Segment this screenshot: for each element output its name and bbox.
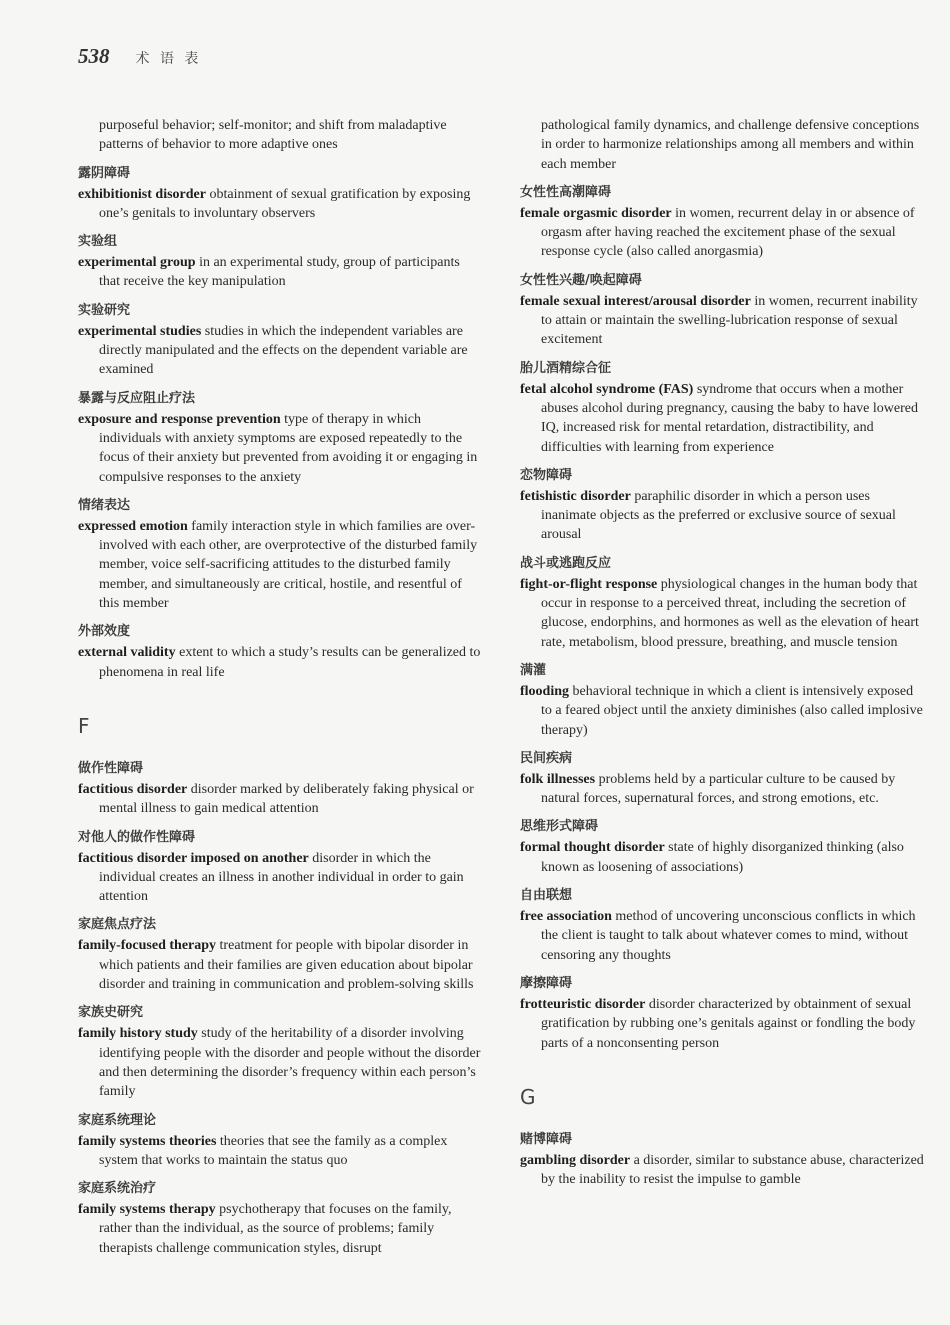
entry-english-term: factitious disorder imposed on another	[78, 850, 309, 866]
glossary-entry	[520, 750, 926, 809]
entry-definition-line	[520, 487, 926, 545]
entry-definition-line	[78, 780, 482, 819]
right-column	[520, 116, 926, 1199]
entry-chinese-term: 家族史研究	[78, 1005, 144, 1021]
continuation-text: pathological family dynamics, and challenge defensive conceptions in order to harmonize relationships among all members and within each member	[541, 118, 920, 172]
entry-definition-line	[78, 849, 482, 907]
entry-chinese-term: 女性性高潮障碍	[520, 184, 612, 200]
entry-definition: type of therapy in which individuals with anxiety symptoms are exposed repeatedly to the focus of their anxiety but prevented from avoiding it or engaging in compulsive responses to the anxiety	[99, 411, 478, 485]
running-title: 术 语 表	[135, 51, 202, 67]
entry-definition: paraphilic disorder in which a person uses inanimate objects as the preferred or exclusive source of sexual arousal	[541, 488, 896, 543]
glossary-entry	[520, 975, 926, 1053]
entry-list-f-cont	[520, 184, 926, 1053]
glossary-entry	[520, 467, 926, 545]
entry-definition-line	[78, 1024, 482, 1101]
entry-english-term: expressed emotion	[78, 518, 188, 534]
entry-definition-line	[520, 682, 926, 740]
entry-definition: studies in which the independent variables are directly manipulated and the effects on the dependent variable are examined	[99, 323, 468, 378]
entry-definition: a disorder, similar to substance abuse, characterized by the inability to resist the impulse to gamble	[541, 1152, 924, 1188]
entry-definition: extent to which a study’s results can be generalized to phenomena in real life	[99, 645, 481, 680]
page-header	[78, 44, 201, 74]
entry-chinese-term: 女性性兴趣/唤起障碍	[520, 272, 642, 288]
entry-definition: method of uncovering unconscious conflicts in which the client is taught to talk about whatever comes to mind, without censoring any thoughts	[541, 909, 916, 963]
entry-definition-line	[78, 1132, 482, 1171]
entry-english-term: exposure and response prevention	[78, 411, 281, 427]
glossary-entry	[520, 887, 926, 965]
entry-english-term: female sexual interest/arousal disorder	[520, 293, 751, 309]
entry-english-term: family systems therapy	[78, 1202, 216, 1218]
entry-definition-line	[78, 253, 482, 292]
entry-chinese-term: 战斗或逃跑反应	[520, 555, 612, 571]
entry-definition-line	[78, 410, 482, 487]
glossary-entry	[520, 184, 926, 262]
entry-chinese-term: 家庭系统治疗	[78, 1181, 157, 1197]
entry-definition: in women, recurrent delay in or absence of orgasm after having reached the excitement phase of the sexual response cycle (also called anorgasmia)	[541, 205, 915, 260]
entry-english-term: factitious disorder	[78, 781, 188, 797]
entry-english-term: frotteuristic disorder	[520, 996, 646, 1012]
entry-english-term: fight-or-flight response	[520, 576, 658, 592]
glossary-entry	[520, 272, 926, 350]
entry-chinese-term: 家庭系统理论	[78, 1112, 157, 1128]
glossary-entry	[78, 760, 482, 819]
glossary-entry	[78, 302, 482, 380]
entry-definition: in an experimental study, group of participants that receive the key manipulation	[99, 255, 460, 290]
entry-definition-line	[520, 995, 926, 1053]
section-letter-f: F	[78, 713, 90, 738]
glossary-entry	[78, 916, 482, 994]
glossary-entry	[520, 555, 926, 652]
entry-english-term: experimental group	[78, 255, 196, 271]
entry-definition: obtainment of sexual gratification by exposing one’s genitals to involuntary observers	[99, 186, 471, 221]
glossary-entry	[520, 818, 926, 877]
entry-chinese-term: 胎儿酒精综合征	[520, 360, 612, 376]
entry-definition: behavioral technique in which a client is intensively exposed to a feared object until the anxiety diminishes (also called implosive therapy)	[541, 683, 923, 738]
entry-chinese-term: 赌博障碍	[520, 1131, 573, 1147]
entry-definition: family interaction style in which families are over-involved with each other, are overprotective of the disturbed family member, voice self-sacrificing attitudes to the disturbed family member, and simultaneously are critical, hostile, and resentful of this member	[99, 518, 478, 612]
left-column	[78, 116, 482, 1268]
entry-definition: syndrome that occurs when a mother abuses alcohol during pregnancy, causing the baby to have lowered IQ, increased risk for mental retardation, distractibility, and difficulties with learning from experience	[541, 381, 918, 455]
entry-chinese-term: 自由联想	[520, 888, 573, 904]
glossary-entry	[78, 1180, 482, 1258]
entry-definition-line	[520, 770, 926, 809]
entry-list-f	[78, 760, 482, 1258]
entry-definition: disorder marked by deliberately faking physical or mental illness to gain medical attention	[99, 781, 474, 817]
entry-definition: treatment for people with bipolar disorder in which patients and their families are given education about bipolar disorder and training in communication and problem-solving skills	[99, 938, 474, 993]
entry-definition-line	[520, 204, 926, 262]
entry-english-term: gambling disorder	[520, 1152, 631, 1168]
entry-definition: problems held by a particular culture to be caused by natural forces, supernatural forces, and strong emotions, etc.	[541, 771, 896, 807]
entry-definition-line	[520, 292, 926, 350]
entry-english-term: family systems theories	[78, 1133, 217, 1149]
glossary-entry	[78, 623, 482, 682]
entry-english-term: female orgasmic disorder	[520, 205, 672, 221]
entry-chinese-term: 满灌	[520, 662, 547, 678]
entry-definition-line	[78, 936, 482, 994]
continuation-text: purposeful behavior; self-monitor; and shift from maladaptive patterns of behavior to more adaptive ones	[99, 118, 447, 153]
glossary-entry	[78, 829, 482, 907]
entry-definition-line	[78, 185, 482, 224]
entry-definition: physiological changes in the human body that occur in response to a perceived threat, including the secretion of glucose, endorphins, and hormones as well as the elevation of heart rate, metabolism, blood pressure, breathing, and muscle tension	[541, 576, 919, 650]
entry-definition-line	[520, 907, 926, 965]
entry-definition-line	[78, 517, 482, 613]
entry-english-term: fetal alcohol syndrome (FAS)	[520, 381, 694, 397]
page-number: 538	[78, 44, 110, 68]
entry-definition: state of highly disorganized thinking (also known as loosening of associations)	[541, 840, 904, 875]
glossary-entry	[78, 1112, 482, 1171]
entry-definition-line	[520, 838, 926, 877]
entry-list-g	[520, 1131, 926, 1190]
entry-list-e	[78, 165, 482, 682]
entry-chinese-term: 做作性障碍	[78, 760, 144, 776]
glossary-entry	[78, 233, 482, 292]
entry-chinese-term: 思维形式障碍	[520, 819, 599, 835]
glossary-entry	[520, 662, 926, 740]
entry-definition-line	[520, 380, 926, 457]
entry-english-term: free association	[520, 909, 612, 925]
entry-definition-line	[520, 1151, 926, 1190]
glossary-entry	[520, 1131, 926, 1190]
entry-chinese-term: 恋物障碍	[520, 467, 573, 483]
entry-definition-line	[520, 575, 926, 652]
entry-english-term: experimental studies	[78, 323, 202, 339]
entry-english-term: flooding	[520, 683, 570, 699]
entry-chinese-term: 实验研究	[78, 302, 131, 318]
glossary-entry	[78, 165, 482, 224]
entry-chinese-term: 民间疾病	[520, 750, 573, 766]
entry-definition-line	[78, 322, 482, 380]
entry-definition-line	[78, 643, 482, 682]
entry-chinese-term: 摩擦障碍	[520, 975, 573, 991]
entry-chinese-term: 实验组	[78, 234, 118, 250]
glossary-entry	[78, 1004, 482, 1101]
entry-english-term: family history study	[78, 1026, 198, 1042]
entry-definition-line	[78, 1200, 482, 1258]
entry-english-term: fetishistic disorder	[520, 488, 631, 504]
section-letter-g: G	[520, 1084, 536, 1109]
glossary-entry	[78, 390, 482, 487]
entry-definition: theories that see the family as a complex system that works to maintain the status quo	[99, 1133, 448, 1168]
entry-definition: study of the heritability of a disorder involving identifying people with the disorder and people without the disorder and then determining the disorder’s frequency within each person’s family	[99, 1026, 481, 1100]
entry-english-term: formal thought disorder	[520, 840, 665, 856]
entry-chinese-term: 外部效度	[78, 624, 131, 640]
entry-english-term: exhibitionist disorder	[78, 186, 206, 202]
entry-definition: disorder characterized by obtainment of sexual gratification by rubbing one’s genitals against or fondling the body parts of a nonconsenting person	[541, 996, 916, 1051]
entry-chinese-term: 情绪表达	[78, 497, 131, 513]
entry-chinese-term: 露阴障碍	[78, 165, 131, 181]
glossary-entry	[78, 497, 482, 613]
entry-chinese-term: 对他人的做作性障碍	[78, 829, 196, 845]
entry-definition: psychotherapy that focuses on the family, rather than the individual, as the source of problems; family therapists challenge communication styles, disrupt	[99, 1202, 452, 1256]
entry-english-term: external validity	[78, 645, 176, 661]
entry-chinese-term: 暴露与反应阻止疗法	[78, 390, 196, 406]
entry-chinese-term: 家庭焦点疗法	[78, 917, 157, 933]
entry-definition: disorder in which the individual creates an illness in another individual in order to gain attention	[99, 850, 464, 905]
entry-definition: in women, recurrent inability to attain or maintain the swelling-lubrication response of sexual excitement	[541, 293, 918, 348]
entry-english-term: folk illnesses	[520, 771, 596, 787]
glossary-entry	[520, 360, 926, 457]
entry-english-term: family-focused therapy	[78, 938, 217, 954]
